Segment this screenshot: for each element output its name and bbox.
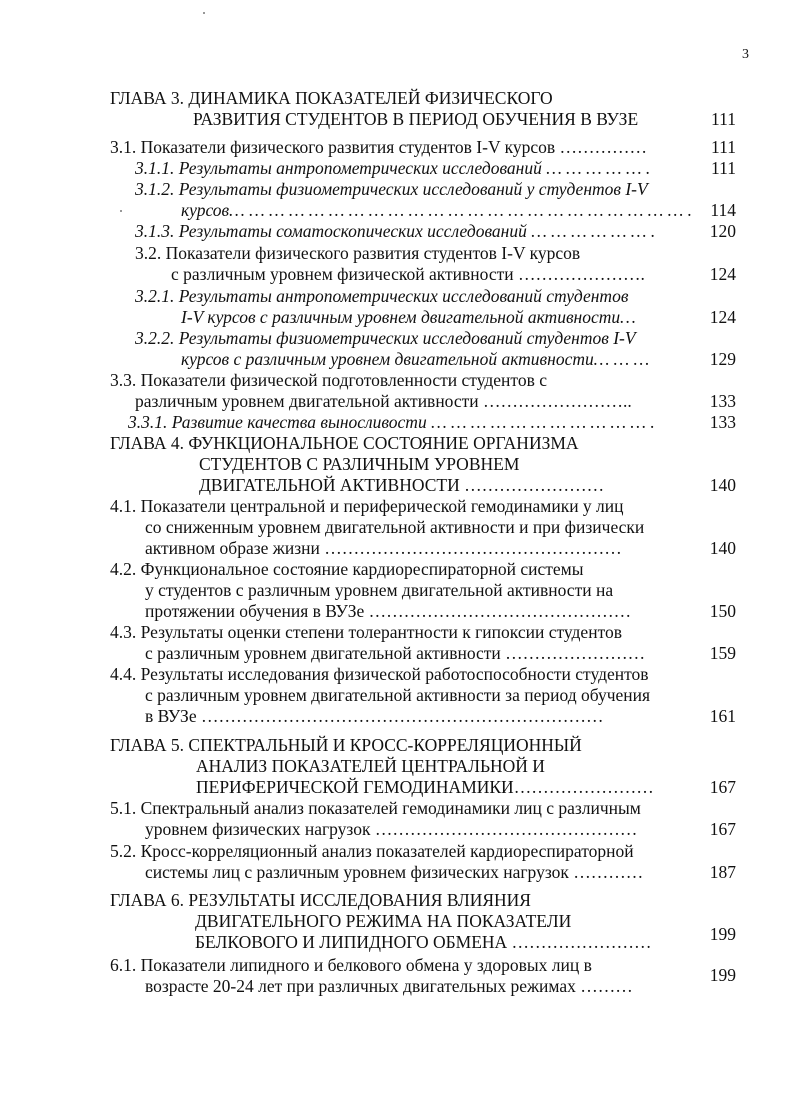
toc-page-number: 150 [709, 601, 736, 621]
toc-subsection-3-1-2-line-1: 3.1.2. Результаты физиометрических исследований у студентов I-V [135, 179, 648, 199]
toc-subsection-3-3-1: 3.3.1. Развитие качества выносливости … … … … … … … … … … … . [128, 412, 655, 432]
toc-page-number: 167 [709, 777, 736, 797]
toc-section-4-4-line-3: в ВУЗе …………………………………………………………… [145, 706, 604, 726]
toc-section-6-1-line-1: 6.1. Показатели липидного и белкового обмена у здоровых лиц в [110, 955, 592, 975]
toc-page-number: 161 [709, 706, 736, 726]
toc-section-5-1-line-1: 5.1. Спектральный анализ показателей гемодинамики лиц с различным [110, 798, 641, 818]
toc-section-4-4-line-1: 4.4. Результаты исследования физической работоспособности студентов [110, 664, 649, 684]
toc-subsection-3-2-2-line-2: курсов с различным уровнем двигательной активности… … … [181, 349, 650, 369]
toc-section-4-3-line-2: с различным уровнем двигательной активности …………………… [145, 643, 646, 663]
toc-section-3-2-line-1: 3.2. Показатели физического развития студентов I-V курсов [135, 243, 581, 263]
toc-page-number: 114 [710, 200, 736, 220]
toc-subsection-3-2-1-line-2: I-V курсов с различным уровнем двигательной активности… [181, 307, 636, 327]
toc-section-4-3-line-1: 4.3. Результаты оценки степени толерантности к гипоксии студентов [110, 622, 622, 642]
scan-speck [203, 12, 205, 14]
toc-section-5-1-line-2: уровнем физических нагрузок ……………………………………… [145, 819, 638, 839]
toc-chapter-5-line-3: ПЕРИФЕРИЧЕСКОЙ ГЕМОДИНАМИКИ…………………… [196, 777, 654, 797]
toc-subsection-3-1-2-line-2: курсов… … … … … … … … … … … … … … … … … … … … … … … . [181, 200, 693, 220]
toc-chapter-6-line-2: ДВИГАТЕЛЬНОГО РЕЖИМА НА ПОКАЗАТЕЛИ [195, 911, 572, 931]
toc-section-3-3-line-1: 3.3. Показатели физической подготовленности студентов с [110, 370, 547, 390]
toc-page-number: 111 [711, 137, 736, 157]
toc-page-number: 199 [709, 924, 736, 944]
toc-section-4-1-line-1: 4.1. Показатели центральной и периферической гемодинамики у лиц [110, 496, 624, 516]
toc-page-number: 187 [709, 862, 736, 882]
toc-subsection-3-1-1: 3.1.1. Результаты антропометрических исследований … … … … … . [135, 158, 651, 178]
toc-section-6-1-line-2: возрасте 20-24 лет при различных двигательных режимах ……… [145, 976, 633, 996]
toc-subsection-3-2-2-line-1: 3.2.2. Результаты физиометрических исследований студентов I-V [135, 328, 636, 348]
toc-section-5-2-line-1: 5.2. Кросс-корреляционный анализ показателей кардиореспираторной [110, 841, 634, 861]
toc-page-number: 129 [709, 349, 736, 369]
toc-page-number: 120 [709, 221, 736, 241]
toc-page-number: 111 [711, 109, 736, 129]
toc-subsection-3-1-3: 3.1.3. Результаты соматоскопических исследований … … … … … … . [135, 221, 656, 241]
page-number: 3 [742, 47, 749, 62]
toc-chapter-3-line-2: РАЗВИТИЯ СТУДЕНТОВ В ПЕРИОД ОБУЧЕНИЯ В ВУЗЕ [193, 109, 639, 129]
toc-section-3-1: 3.1. Показатели физического развития студентов I-V курсов …………… [110, 137, 648, 157]
toc-page-number: 159 [709, 643, 736, 663]
toc-chapter-6-line-1: ГЛАВА 6. РЕЗУЛЬТАТЫ ИССЛЕДОВАНИЯ ВЛИЯНИЯ [110, 890, 531, 910]
toc-subsection-3-2-1-line-1: 3.2.1. Результаты антропометрических исследований студентов [135, 286, 629, 306]
toc-chapter-3-line-1: ГЛАВА 3. ДИНАМИКА ПОКАЗАТЕЛЕЙ ФИЗИЧЕСКОГО [110, 88, 553, 108]
toc-chapter-5-line-2: АНАЛИЗ ПОКАЗАТЕЛЕЙ ЦЕНТРАЛЬНОЙ И [196, 756, 545, 776]
toc-section-4-1-line-3: активном образе жизни …………………………………………… [145, 538, 622, 558]
toc-page-number: 199 [709, 965, 736, 985]
toc-chapter-4-line-3: ДВИГАТЕЛЬНОЙ АКТИВНОСТИ …………………… [199, 475, 605, 495]
toc-section-3-3-line-2: различным уровнем двигательной активности …………………….. [135, 391, 632, 411]
toc-page-number: 133 [709, 412, 736, 432]
toc-section-4-2-line-3: протяжении обучения в ВУЗе ……………………………………… [145, 601, 632, 621]
toc-page-number: 124 [709, 307, 736, 327]
toc-section-5-2-line-2: системы лиц с различным уровнем физических нагрузок ………… [145, 862, 644, 882]
toc-page-number: 140 [709, 538, 736, 558]
scan-speck [120, 210, 122, 212]
toc-page-number: 167 [709, 819, 736, 839]
toc-chapter-4-line-2: СТУДЕНТОВ С РАЗЛИЧНЫМ УРОВНЕМ [199, 454, 520, 474]
toc-page-number: 140 [709, 475, 736, 495]
toc-section-4-2-line-1: 4.2. Функциональное состояние кардиореспираторной системы [110, 559, 584, 579]
toc-chapter-5-line-1: ГЛАВА 5. СПЕКТРАЛЬНЫЙ И КРОСС-КОРРЕЛЯЦИОННЫЙ [110, 735, 582, 755]
toc-page-number: 111 [711, 158, 736, 178]
toc-page-number: 133 [709, 391, 736, 411]
toc-section-4-1-line-2: со сниженным уровнем двигательной активности и при физически [145, 517, 645, 537]
toc-section-3-2-line-2: с различным уровнем физической активности …………………. [171, 264, 645, 284]
toc-section-4-2-line-2: у студентов с различным уровнем двигательной активности на [145, 580, 614, 600]
toc-chapter-4-line-1: ГЛАВА 4. ФУНКЦИОНАЛЬНОЕ СОСТОЯНИЕ ОРГАНИЗМА [110, 433, 579, 453]
toc-page-number: 124 [709, 264, 736, 284]
toc-section-4-4-line-2: с различным уровнем двигательной активности за период обучения [145, 685, 651, 705]
toc-chapter-6-line-3: БЕЛКОВОГО И ЛИПИДНОГО ОБМЕНА …………………… [195, 932, 652, 952]
